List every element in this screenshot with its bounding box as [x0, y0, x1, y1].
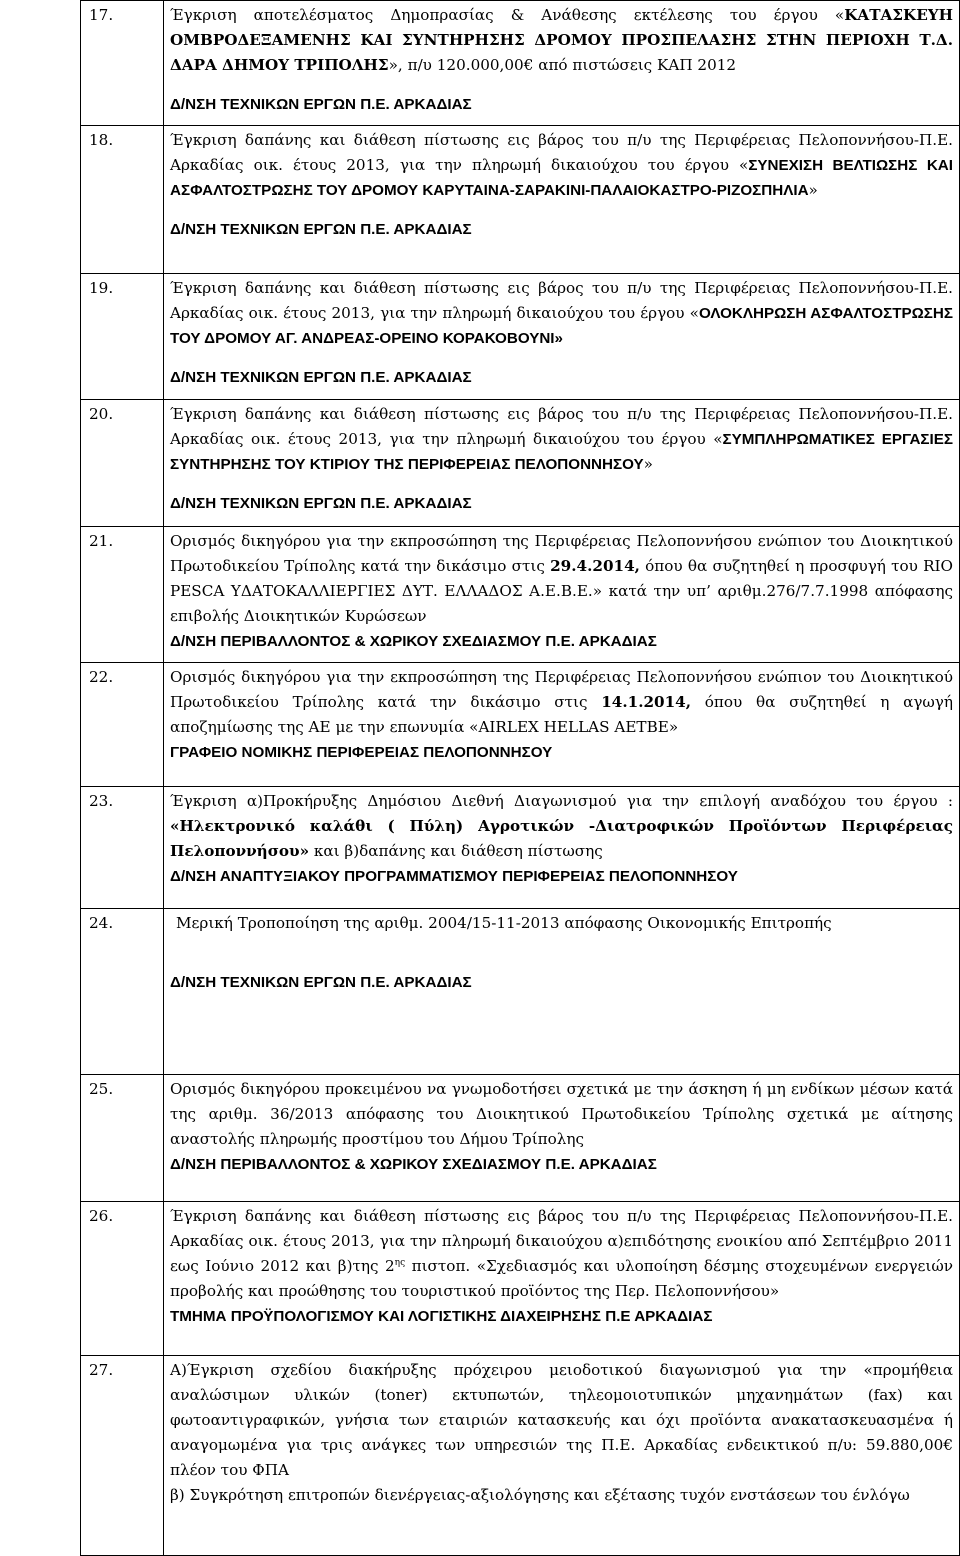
item-body [164, 126, 960, 274]
department: ΤΜΗΜΑ ΠΡΟΫΠΟΛΟΓΙΣΜΟΥ ΚΑΙ ΛΟΓΙΣΤΙΚΗΣ ΔΙΑΧΕΙΡΗΣΗΣ Π.Ε ΑΡΚΑΔΙΑΣ [170, 1308, 713, 1325]
project-title: ΣΥΝΕΧΙΣΗ ΒΕΛΤΙΩΣΗΣ ΚΑΙ ΑΣΦΑΛΤΟΣΤΡΩΣΗΣ ΤΟΥ ΔΡΟΜΟΥ ΚΑΡΥΤΑΙΝΑ-ΣΑΡΑΚΙΝΙ-ΠΑΛΑΙΟΚΑΣΤΡΟ-ΡΙΖΟΣΠΗΛΙΑ [170, 157, 953, 199]
item-number: 21. [81, 527, 164, 663]
agenda-row [81, 1202, 960, 1356]
project-title: ΣΥΜΠΛΗΡΩΜΑΤΙΚΕΣ ΕΡΓΑΣΙΕΣ ΣΥΝΤΗΡΗΣΗΣ ΤΟΥ ΚΤΙΡΙΟΥ ΤΗΣ ΠΕΡΙΦΕΡΕΙΑΣ ΠΕΛΟΠΟΝΝΗΣΟΥ [170, 431, 953, 473]
item-body [164, 1075, 960, 1202]
department: ΓΡΑΦΕΙΟ ΝΟΜΙΚΗΣ ΠΕΡΙΦΕΡΕΙΑΣ ΠΕΛΟΠΟΝΝΗΣΟΥ [170, 744, 553, 761]
department: Δ/ΝΣΗ ΤΕΧΝΙΚΩΝ ΕΡΓΩΝ Π.Ε. ΑΡΚΑΔΙΑΣ [170, 495, 472, 512]
department: Δ/ΝΣΗ ΤΕΧΝΙΚΩΝ ΕΡΓΩΝ Π.Ε. ΑΡΚΑΔΙΑΣ [170, 96, 472, 113]
item-number: 25. [81, 1075, 164, 1202]
item-text: όπου θα συζητηθεί η αγωγή αποζημίωσης της ΑΕ με την επωνυμία «AIRLEX HELLAS AETBE» [170, 693, 953, 736]
item-text: όπου θα συζητηθεί η προσφυγή του RIO PESCA ΥΔΑΤΟΚΑΛΛΙΕΡΓΙΕΣ ΔΥΤ. ΕΛΛΑΔΟΣ Α.Ε.Β.Ε.» κατά την υπ’ αριθμ.276/7.7.1998 απόφασης επιβολής Διοικητικών Κυρώσεων [170, 557, 953, 625]
agenda-row [81, 1356, 960, 1556]
item-body [164, 787, 960, 909]
item-body [164, 909, 960, 1075]
item-text: Μερική Τροποποίηση της αριθμ. 2004/15-11-2013 απόφασης Οικονομικής Επιτροπής [176, 914, 832, 932]
item-number: 23. [81, 787, 164, 909]
item-number: 17. [81, 1, 164, 126]
item-text: » [643, 455, 653, 473]
agenda-row [81, 126, 960, 274]
item-body [164, 1356, 960, 1556]
item-text: Έγκριση α)Προκήρυξης Δημόσιου Διεθνή Διαγωνισμού για την επιλογή αναδόχου του έργου : [170, 792, 953, 810]
item-text: Ορισμός δικηγόρου για την εκπροσώπηση της Περιφέρειας Πελοποννήσου ενώπιον του Διοικητικού Πρωτοδικείου Τρίπολης κατά την δικάσιμο στις [170, 532, 953, 575]
item-body [164, 274, 960, 400]
project-title: ΚΑΤΑΣΚΕΥΗ ΟΜΒΡΟΔΕΞΑΜΕΝΗΣ ΚΑΙ ΣΥΝΤΗΡΗΣΗΣ ΔΡΟΜΟΥ ΠΡΟΣΠΕΛΑΣΗΣ ΣΤΗΝ ΠΕΡΙΟΧΗ Τ.Δ. ΔΑΡΑ ΔΗΜΟΥ ΤΡΙΠΟΛΗΣ [170, 6, 953, 74]
item-text: Ορισμός δικηγόρου προκειμένου να γνωμοδοτήσει σχετικά με την άσκηση ή μη ενδίκων μέσων κατά της αριθμ. 36/2013 απόφασης του Διοικητικού Πρωτοδικείου Τρίπολης σχετικά με αίτησης αναστολής πληρωμής προστίμου του Δήμου Τρίπολης [170, 1080, 953, 1148]
item-text: και β)δαπάνης και διάθεση πίστωσης [309, 842, 603, 860]
agenda-row [81, 1075, 960, 1202]
item-number: 24. [81, 909, 164, 1075]
agenda-table [80, 0, 960, 1556]
item-text: Έγκριση δαπάνης και διάθεση πίστωσης εις βάρος του π/υ της Περιφέρειας Πελοποννήσου-Π.Ε. Αρκαδίας οικ. έτους 2013, για την πληρωμή δικαιούχου του έργου « [170, 131, 953, 174]
item-text: πιστοπ. «Σχεδιασμός και υλοποίηση δέσμης στοχευμένων ενεργειών προβολής και προώθησης του τουριστικού προϊόντος της Περ. Πελοποννήσου» [170, 1257, 953, 1300]
item-text: Έγκριση αποτελέσματος Δημοπρασίας & Ανάθεσης εκτέλεσης του έργου « [170, 6, 845, 24]
agenda-row [81, 400, 960, 527]
item-text: » [808, 181, 818, 199]
ordinal-suffix: ης [394, 1257, 406, 1268]
item-body [164, 663, 960, 787]
agenda-row [81, 663, 960, 787]
department: Δ/ΝΣΗ ΠΕΡΙΒΑΛΛΟΝΤΟΣ & ΧΩΡΙΚΟΥ ΣΧΕΔΙΑΣΜΟΥ Π.Ε. ΑΡΚΑΔΙΑΣ [170, 1156, 657, 1173]
item-text: Ορισμός δικηγόρου για την εκπροσώπηση της Περιφέρειας Πελοποννήσου ενώπιον του Διοικητικού Πρωτοδικείου Τρίπολης κατά την δικάσιμο στις [170, 668, 953, 711]
item-body [164, 400, 960, 527]
item-number: 26. [81, 1202, 164, 1356]
department: Δ/ΝΣΗ ΑΝΑΠΤΥΞΙΑΚΟΥ ΠΡΟΓΡΑΜΜΑΤΙΣΜΟΥ ΠΕΡΙΦΕΡΕΙΑΣ ΠΕΛΟΠΟΝΝΗΣΟΥ [170, 868, 738, 885]
item-text: Έγκριση δαπάνης και διάθεση πίστωσης εις βάρος του π/υ της Περιφέρειας Πελοποννήσου-Π.Ε. Αρκαδίας οικ. έτους 2013, για την πληρωμή δικαιούχου α)επιδότησης ενοικίου από Σεπτέμβριο 2011 εως Ιούνιο 2012 και β)της 2 [170, 1207, 953, 1275]
item-text: β) Συγκρότηση επιτροπών διενέργειας-αξιολόγησης και εξέτασης τυχόν ενστάσεων του ένλόγω [170, 1486, 910, 1504]
item-number: 27. [81, 1356, 164, 1556]
item-body [164, 527, 960, 663]
project-title: ΟΛΟΚΛΗΡΩΣΗ ΑΣΦΑΛΤΟΣΤΡΩΣΗΣ ΤΟΥ ΔΡΟΜΟΥ ΑΓ. ΑΝΔΡΕΑΣ-ΟΡΕΙΝΟ ΚΟΡΑΚΟΒΟΥΝΙ» [170, 305, 953, 347]
item-text: », π/υ 120.000,00€ από πιστώσεις ΚΑΠ 2012 [388, 56, 737, 74]
item-number: 19. [81, 274, 164, 400]
item-text: Έγκριση δαπάνης και διάθεση πίστωσης εις βάρος του π/υ της Περιφέρειας Πελοποννήσου-Π.Ε. Αρκαδίας οικ. έτους 2013, για την πληρωμή δικαιούχου του έργου « [170, 405, 953, 448]
hearing-date: 14.1.2014, [601, 693, 692, 711]
item-number: 22. [81, 663, 164, 787]
item-body [164, 1, 960, 126]
agenda-row [81, 909, 960, 1075]
hearing-date: 29.4.2014, [550, 557, 640, 575]
item-number: 20. [81, 400, 164, 527]
department: Δ/ΝΣΗ ΤΕΧΝΙΚΩΝ ΕΡΓΩΝ Π.Ε. ΑΡΚΑΔΙΑΣ [170, 369, 472, 386]
project-title: «Ηλεκτρονικό καλάθι ( Πύλη) Αγροτικών -Διατροφικών Προϊόντων Περιφέρειας Πελοποννήσου» [170, 817, 953, 860]
department: Δ/ΝΣΗ ΤΕΧΝΙΚΩΝ ΕΡΓΩΝ Π.Ε. ΑΡΚΑΔΙΑΣ [170, 221, 472, 238]
agenda-row [81, 787, 960, 909]
agenda-row [81, 274, 960, 400]
item-text: Α)Έγκριση σχεδίου διακήρυξης πρόχειρου μειοδοτικού διαγωνισμού για την «προμήθεια αναλώσιμων υλικών (toner) εκτυπωτών, τηλεομοιοτυπικών μηχανημάτων (fax) και φωτοαντιγραφικών, γνήσια των εταιριών κατασκευής και όχι προϊόντα ανακατασκευασμένα ή αναγομωμένα για τρις ανάγκες των υπηρεσιών της Π.Ε. Αρκαδίας ενδεικτικού π/υ: 59.880,00€ πλέον του ΦΠΑ [170, 1361, 953, 1479]
agenda-row [81, 1, 960, 126]
department: Δ/ΝΣΗ ΠΕΡΙΒΑΛΛΟΝΤΟΣ & ΧΩΡΙΚΟΥ ΣΧΕΔΙΑΣΜΟΥ Π.Ε. ΑΡΚΑΔΙΑΣ [170, 633, 657, 650]
item-body [164, 1202, 960, 1356]
item-text: Έγκριση δαπάνης και διάθεση πίστωσης εις βάρος του π/υ της Περιφέρειας Πελοποννήσου-Π.Ε. Αρκαδίας οικ. έτους 2013, για την πληρωμή δικαιούχου του έργου « [170, 279, 953, 322]
department: Δ/ΝΣΗ ΤΕΧΝΙΚΩΝ ΕΡΓΩΝ Π.Ε. ΑΡΚΑΔΙΑΣ [170, 974, 472, 991]
item-number: 18. [81, 126, 164, 274]
agenda-row [81, 527, 960, 663]
